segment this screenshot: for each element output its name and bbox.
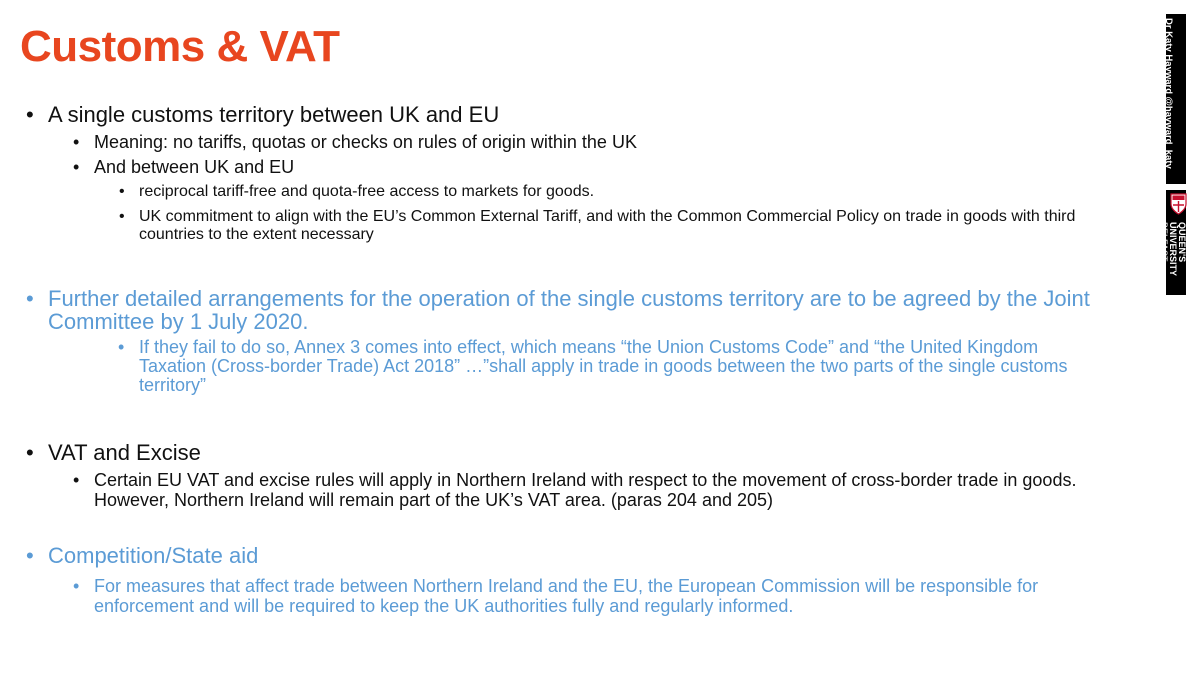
bullet-item: • If they fail to do so, Annex 3 comes into effect, which means “the Union Customs Code” and “the United Kingdom Taxation (Cross-border Trade) Act 2018” …”shall apply in trade in goods between the two parts of the single customs territory” — [118, 337, 1068, 395]
bullet-icon: • — [73, 157, 80, 177]
bullet-icon: • — [119, 183, 125, 200]
bullet-icon: • — [118, 337, 125, 357]
bullet-item: • And between UK and EU — [73, 157, 295, 177]
bullet-item: • A single customs territory between UK and EU — [26, 102, 500, 127]
bullet-item: • For measures that affect trade between Northern Ireland and the EU, the European Commission will be responsible for enforcement and will be required to keep the UK authorities fully and regularly informed. — [73, 576, 1039, 616]
bullet-item: • reciprocal tariff-free and quota-free access to markets for goods. — [119, 183, 595, 200]
bullet-icon: • — [73, 132, 80, 152]
bullet-item: • Meaning: no tariffs, quotas or checks on rules of origin within the UK — [73, 132, 637, 152]
bullet-icon: • — [26, 102, 34, 127]
bullet-icon: • — [26, 543, 34, 568]
bullet-icon: • — [119, 208, 125, 225]
bullet-item: • UK commitment to align with the EU’s Common External Tariff, and with the Common Commercial Policy on trade in goods with third countries to the extent necessary — [119, 208, 1076, 243]
bullet-item: • Certain EU VAT and excise rules will apply in Northern Ireland with respect to the movement of cross-border trade in goods. However, Northern Ireland will remain part of the UK’s VAT area. (paras 204 and 205) — [73, 470, 1077, 510]
university-name: QUEEN'S UNIVERSITY BELFAST — [1159, 222, 1187, 277]
bullet-icon: • — [73, 470, 80, 490]
bullet-item: • Competition/State aid — [26, 543, 259, 568]
author-note: Work in Progress; Comments welcome — [1153, 18, 1163, 174]
bullet-icon: • — [26, 286, 34, 311]
bullet-icon: • — [26, 440, 34, 465]
qub-crest-icon — [1170, 193, 1187, 215]
author-sidebar-text — [1153, 18, 1173, 183]
bullet-item: • VAT and Excise — [26, 440, 201, 465]
author-name: Dr Katy Hayward @hayward_katy — [1163, 18, 1174, 169]
bullet-icon: • — [73, 576, 80, 596]
slide-title: Customs & VAT — [20, 22, 340, 71]
bullet-item: • Further detailed arrangements for the operation of the single customs territory are to be agreed by the Joint Committee by 1 July 2020. — [26, 286, 1090, 334]
